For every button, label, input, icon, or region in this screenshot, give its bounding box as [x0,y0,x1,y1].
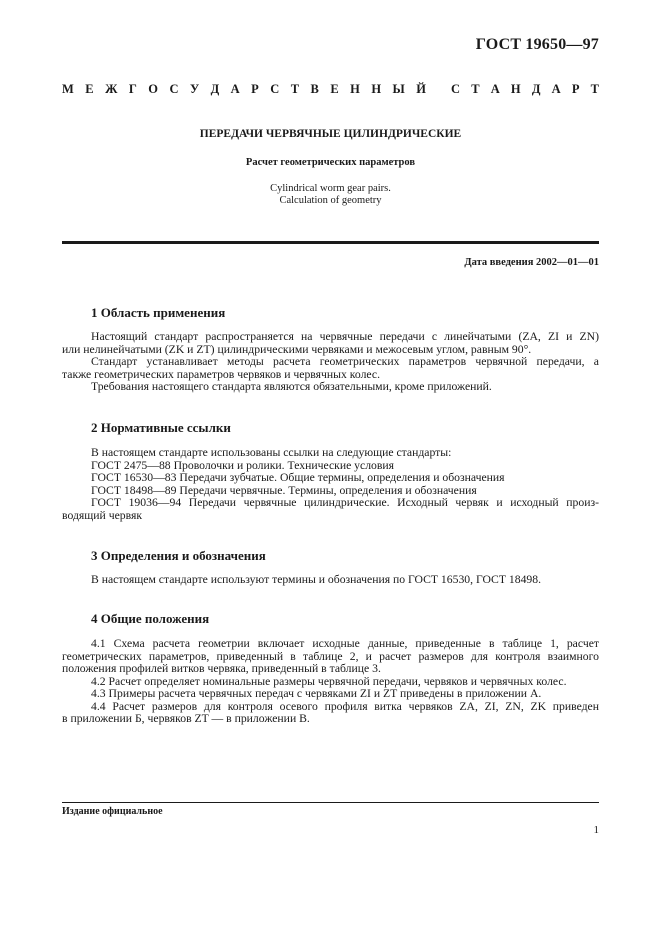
paragraph-line: Требования настоящего стандарта являются обязательными, кроме приложений. [91,380,492,393]
section-4-heading: 4 Общие положения [91,611,210,626]
banner-letter: Н [350,82,360,96]
paragraph-line: 4.3 Примеры расчета червячных передач с червяками ZI и ZT приведены в приложении А. [91,687,542,700]
banner-letter: Р [251,82,259,96]
banner-letter: В [310,82,319,96]
paragraph-line: также геометрических параметров червяков и червячных колес. [62,367,380,381]
section-4-body [62,638,599,726]
paragraph-line: Стандарт устанавливает методы расчета геометрических параметров червячной передачи, а [91,355,599,368]
header-divider [62,241,599,244]
paragraph-line: геометрических параметров, приведенный в таблице 2, и расчет размеров для контроля взаимного [62,649,599,663]
page-number: 1 [593,824,599,836]
banner-letter: Ж [105,82,118,96]
section-1-heading: 1 Область применения [91,305,226,320]
banner-letter: Е [85,82,94,96]
reference-item: ГОСТ 19036—94 Передачи червячные цилиндрические. Исходный червяк и исходный произ- [91,496,599,509]
banner-letter: Р [571,82,580,96]
banner-letter: А [490,82,500,96]
section-1-body [62,331,599,394]
interstate-word [62,82,426,97]
banner-letter: С [451,82,461,96]
reference-item: ГОСТ 18498—89 Передачи червячные. Термины, определения и обозначения [91,483,477,497]
banner-letter: Н [371,82,382,96]
section-3-heading: 3 Определения и обозначения [91,548,266,563]
english-title-line: Calculation of geometry [279,195,382,206]
banner-letter: Г [128,82,137,96]
footer-divider [62,802,599,803]
banner-letter: О [148,82,159,96]
banner-letter: Т [290,82,300,96]
paragraph-line: положения профилей витков червяка, приведенный в таблице 3. [62,662,381,675]
reference-item-continuation: водящий червяк [62,508,143,522]
document-title: ПЕРЕДАЧИ ЧЕРВЯЧНЫЕ ЦИЛИНДРИЧЕСКИЕ [199,128,462,140]
banner-letter: А [230,82,240,96]
gost-code: ГОСТ 19650—97 [475,36,599,53]
banner-letter: Й [416,82,426,96]
english-title [0,183,661,207]
banner-letter: С [169,82,179,96]
banner-letter: Т [471,82,480,96]
interstate-standard-banner [62,82,599,97]
reference-item: ГОСТ 16530—83 Передачи зубчатые. Общие термины, определения и обозначения [91,471,505,484]
banner-letter: Ы [392,82,405,96]
english-title-line: Cylindrical worm gear pairs. [270,183,391,194]
section-3-body [62,574,599,587]
banner-letter: Д [531,82,541,96]
paragraph-line: 4.2 Расчет определяет номинальные размеры червячной передачи, червяков и червячных колес. [91,674,567,688]
paragraph-line: в приложении Б, червяков ZT — в приложении В. [62,712,310,725]
document-subtitle: Расчет геометрических параметров [245,157,416,168]
paragraph-line: 4.1 Схема расчета геометрии включает исходные данные, приведенные в таблице 1, расчет [91,637,599,650]
paragraph-line: 4.4 Расчет размеров для контроля осевого профиля витка червяков ZA, ZI, ZN, ZK приведен [91,699,599,713]
section-2-heading: 2 Нормативные ссылки [91,420,231,435]
standard-word [451,82,599,97]
introduction-date: Дата введения 2002—01—01 [464,257,599,268]
banner-letter: М [62,82,74,96]
paragraph-line: В настоящем стандарте используют термины и обозначения по ГОСТ 16530, ГОСТ 18498. [91,573,542,586]
references-intro: В настоящем стандарте использованы ссылки на следующие стандарты: [91,446,452,459]
banner-letter: Т [590,82,599,96]
reference-item: ГОСТ 2475—88 Проволочки и ролики. Технические условия [91,458,395,472]
banner-letter: А [551,82,561,96]
paragraph-line: Настоящий стандарт распространяется на червячные передачи с линейчатыми (ZA, ZI и ZN) [91,330,599,343]
banner-letter: Е [330,82,339,96]
official-edition-label: Издание официальное [62,806,163,817]
banner-letter: Н [510,82,521,96]
banner-letter: У [189,82,200,96]
paragraph-line: или нелинейчатыми (ZK и ZT) цилиндрическими червяками и межосевым углом, равным 90°. [62,342,532,356]
banner-letter: Д [210,82,220,96]
banner-letter: С [270,82,280,96]
section-2-references [62,447,599,522]
